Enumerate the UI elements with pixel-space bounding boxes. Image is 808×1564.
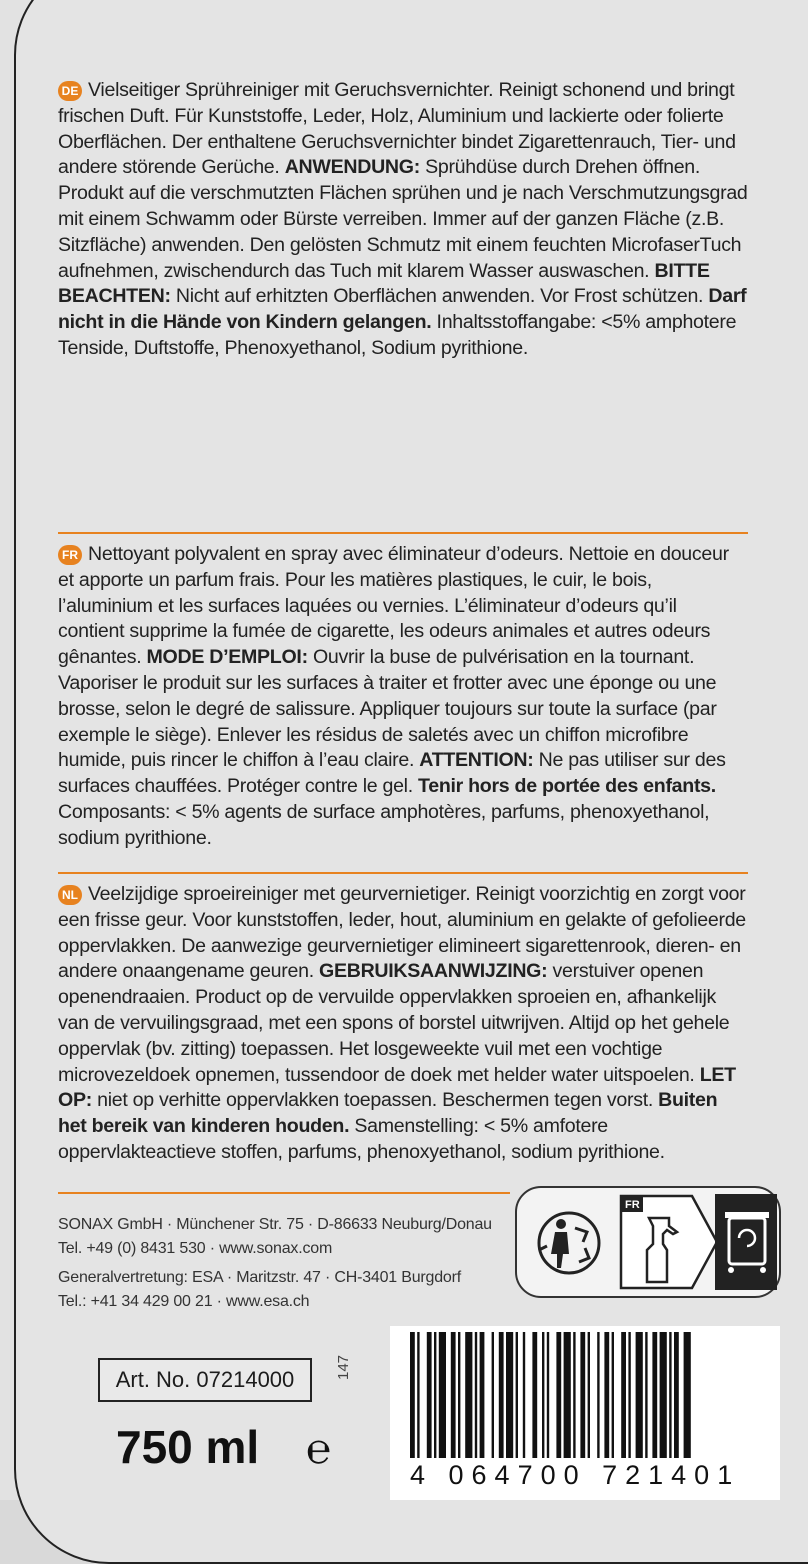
barcode-bar xyxy=(434,1332,436,1458)
section-nl xyxy=(58,882,748,1166)
fr-text-1: Nettoyant polyvalent en spray avec éliminateur d’odeurs. Nettoie en douceur et apporte un parfum frais. Pour les matières plastiques, le cuir, le bois, l’aluminium et les surfaces laquées ou vernies. L’éliminateur d’odeurs qu’il contient supprime la fumée de cigarette, les odeurs animales et autres odeurs gênantes. xyxy=(58,543,729,669)
barcode-bar xyxy=(597,1332,599,1458)
barcode-bar xyxy=(547,1332,549,1458)
de-text-1: Vielseitiger Sprühreiniger mit Geruchsvernichter. Reinigt schonend und bringt frischen Duft. Für Kunststoffe, Leder, Holz, Aluminium und lackierte oder folierte Oberflächen. Der enthaltene Geruchsvernichter bindet Zigarettenrauch, Tier- und andere störende Gerüche. xyxy=(58,79,736,179)
batch-code: 147 xyxy=(335,1354,352,1380)
barcode-bar xyxy=(492,1332,494,1458)
fr-warning: Tenir hors de portée des enfants. xyxy=(418,775,716,798)
barcode-bar xyxy=(645,1332,647,1458)
barcode-bar xyxy=(564,1332,571,1458)
lang-badge-fr: FR xyxy=(58,545,82,565)
footer-line-1: SONAX GmbH · Münchener Str. 75 · D-86633 Neuburg/Donau xyxy=(58,1216,492,1233)
recycling-graphic xyxy=(517,1188,779,1296)
barcode-bar xyxy=(499,1332,504,1458)
de-warning: Darf nicht in die Hände von Kindern gelangen. xyxy=(58,285,747,334)
barcode-bar xyxy=(451,1332,456,1458)
barcode-bar xyxy=(612,1332,614,1458)
barcode-bar xyxy=(684,1332,691,1458)
barcode-bar xyxy=(516,1332,518,1458)
section-de xyxy=(58,78,748,362)
triman-icon xyxy=(539,1213,599,1273)
nl-text-2: verstuiver openen openendraaien. Product op de vervuilde oppervlakken sproeien en, afhankelijk van de vervuilingsgraad, met een spons of borstel uitwrijven. Altijd op het gehele oppervlak (bv. zitting) toepassen. Het losgeweekte vuil met een vochtige microvezeldoek opnemen, tussendoor de doek met helder water uitspoelen. xyxy=(58,960,730,1086)
section-fr xyxy=(58,542,748,852)
nl-warning: Buiten het bereik van kinderen houden. xyxy=(58,1089,718,1138)
fr-text-2: Ouvrir la buse de pulvérisation en la tournant. Vaporiser le produit sur les surfaces à traiter et frotter avec une éponge ou une brosse, selon le degré de salissure. Appliquer toujours sur toute la surface (par exemple le siège). Enlever les résidus de saletés avec un chiffon microfibre humide, puis rincer le chiffon à l’eau claire. xyxy=(58,646,717,772)
lang-badge-nl: NL xyxy=(58,885,82,905)
barcode-bar xyxy=(628,1332,630,1458)
volume: 750 ml xyxy=(116,1421,260,1473)
nl-text-1: Veelzijdige sproeireiniger met geurvernietiger. Reinigt voorzichtig en zorgt voor een frisse geur. Voor kunststoffen, leder, hout, aluminium en gelakte of gefolieerde oppervlakken. De aanwezige geurvernietiger elimineert sigarettenrook, dieren- en andere onaangename geuren. xyxy=(58,883,746,983)
barcode-bar xyxy=(439,1332,446,1458)
barcode-bar xyxy=(417,1332,419,1458)
footer-line-3: Generalvertretung: ESA · Maritzstr. 47 · CH-3401 Burgdorf xyxy=(58,1269,461,1286)
barcode-bar xyxy=(674,1332,679,1458)
barcode-bar xyxy=(465,1332,472,1458)
barcode-bar xyxy=(580,1332,585,1458)
fr-ingredients: Composants: < 5% agents de surface amphotères, parfums, phenoxyethanol, sodium pyrithione. xyxy=(58,800,710,849)
footer-line-2: Tel. +49 (0) 8431 530 · www.sonax.com xyxy=(58,1239,333,1257)
fr-heading-usage: MODE D’EMPLOI: xyxy=(146,646,308,669)
barcode-bar xyxy=(604,1332,609,1458)
barcode-bar xyxy=(621,1332,626,1458)
barcode-digits: 4 064700 721401 xyxy=(410,1460,741,1490)
recycle-bin-icon xyxy=(715,1194,777,1290)
barcode-bar xyxy=(669,1332,671,1458)
de-text-3: Nicht auf erhitzten Oberflächen anwenden. Vor Frost schützen. xyxy=(175,285,704,308)
barcode-bar xyxy=(506,1332,513,1458)
de-text-2: Sprühdüse durch Drehen öffnen. Produkt auf die verschmutzten Flächen sprühen und je nach Verschmutzungsgrad mit einem Schwamm oder Bürste verreiben. Immer auf der ganzen Fläche (z.B. Sitzfläche) anwenden. Den gelösten Schmutz mit einem feuchten MicrofaserTuch aufnehmen, zwischendurch das Tuch mit klarem Wasser auswaschen. xyxy=(58,156,748,282)
barcode-bar xyxy=(542,1332,544,1458)
barcode-bar xyxy=(636,1332,643,1458)
estimated-sign-icon: ℮ xyxy=(306,1427,332,1473)
nl-text-3: niet op verhitte oppervlakken toepassen. Beschermen tegen vorst. xyxy=(97,1089,653,1112)
barcode-bar xyxy=(588,1332,590,1458)
article-number: Art. No. 07214000 xyxy=(98,1358,312,1402)
barcode-bar xyxy=(652,1332,657,1458)
barcode-bar xyxy=(532,1332,537,1458)
panel-triangle xyxy=(621,1196,717,1288)
barcode-bar xyxy=(458,1332,460,1458)
barcode-bars xyxy=(390,1326,780,1466)
fr-heading-note: ATTENTION: xyxy=(419,749,534,772)
nl-ingredients: Samenstelling: < 5% amfotere oppervlakteactieve stoffen, parfums, phenoxyethanol, sodium pyrithione. xyxy=(58,1115,665,1163)
recycling-badge-fr: FR xyxy=(625,1199,640,1211)
recycling-info-box xyxy=(515,1186,781,1298)
barcode-bar xyxy=(523,1332,525,1458)
nl-heading-note: LET OP: xyxy=(58,1063,736,1112)
barcode-bar xyxy=(427,1332,432,1458)
de-ingredients: Inhaltsstoffangabe: <5% amphotere Tenside, Duftstoffe, Phenoxyethanol, Sodium pyrithione. xyxy=(58,311,737,359)
barcode-bar xyxy=(410,1332,415,1458)
barcode-bar xyxy=(475,1332,477,1458)
fr-text-3: Ne pas utiliser sur des surfaces chauffées. Protéger contre le gel. xyxy=(58,749,726,798)
divider-de-fr xyxy=(58,532,748,534)
divider-footer xyxy=(58,1192,510,1194)
barcode-bar xyxy=(480,1332,485,1458)
de-heading-usage: ANWENDUNG: xyxy=(284,156,420,179)
lang-badge-de: DE xyxy=(58,81,82,101)
de-heading-note: BITTE BEACHTEN: xyxy=(58,259,710,308)
barcode-bar xyxy=(573,1332,575,1458)
barcode-bar xyxy=(660,1332,667,1458)
nl-heading-usage: GEBRUIKSAANWIJZING: xyxy=(319,960,548,983)
divider-fr-nl xyxy=(58,872,748,874)
barcode-bar xyxy=(556,1332,561,1458)
company-address xyxy=(58,1213,492,1313)
footer-line-4: Tel.: +41 34 429 00 21 · www.esa.ch xyxy=(58,1292,310,1310)
